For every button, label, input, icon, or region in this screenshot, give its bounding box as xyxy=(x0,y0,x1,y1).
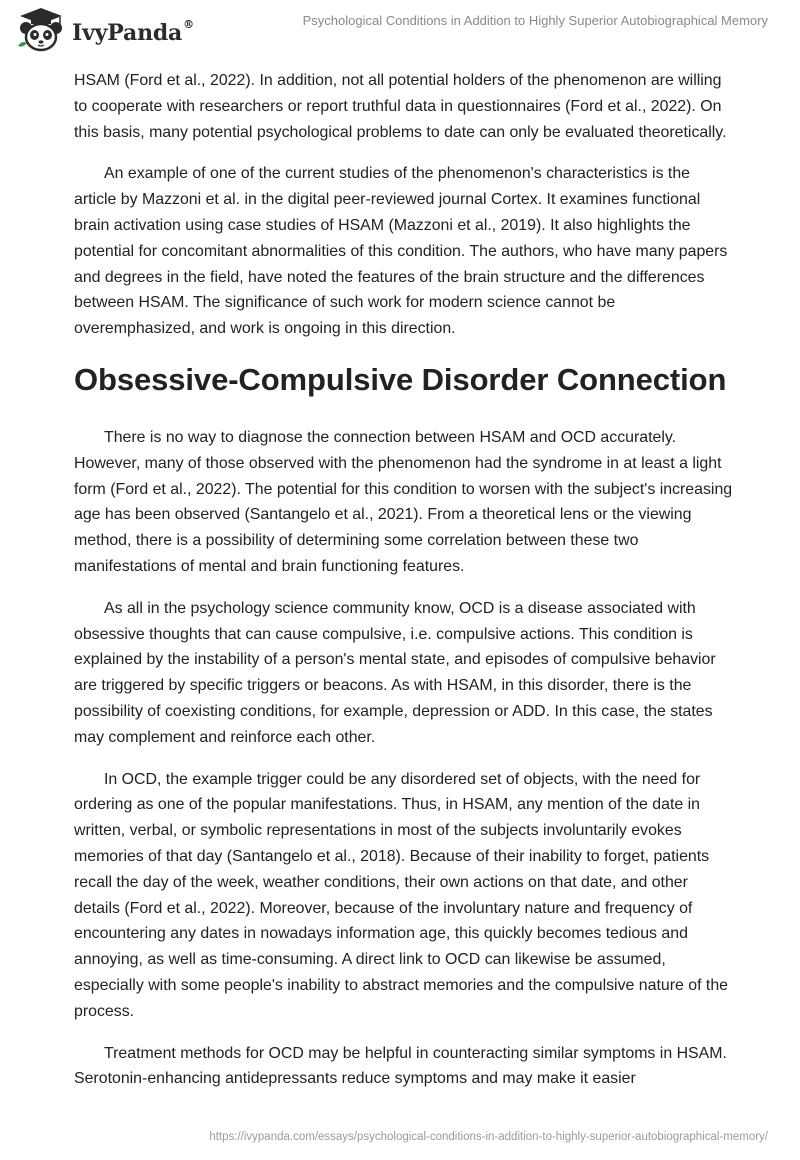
paragraph-6: Treatment methods for OCD may be helpful in counteracting similar symptoms in HSAM. Serotonin-enhancing antidepressants reduce symptoms and may make it easier xyxy=(74,1044,727,1088)
source-url[interactable]: https://ivypanda.com/essays/psychological-conditions-in-addition-to-highly-superior-autobiographical-memory/ xyxy=(209,1131,768,1143)
paragraph-1: HSAM (Ford et al., 2022). In addition, not all potential holders of the phenomenon are willing to cooperate with researchers or report truthful data in questionnaires (Ford et al., 2022). On this basis, many potential psychological problems to date can only be evaluated theoretically. xyxy=(74,72,727,141)
essay-body xyxy=(74,68,734,1108)
brand-logo[interactable] xyxy=(14,6,194,54)
section-heading: Obsessive-Compulsive Disorder Connection xyxy=(74,361,727,397)
panda-graduate-icon xyxy=(14,6,68,54)
page-header xyxy=(0,0,800,64)
brand-name: IvyPanda® xyxy=(72,17,194,46)
document-title: Psychological Conditions in Addition to Highly Superior Autobiographical Memory xyxy=(302,13,768,28)
paragraph-3: There is no way to diagnose the connection between HSAM and OCD accurately. However, many of those observed with the phenomenon had the syndrome in at least a light form (Ford et al., 2022). The potential for this condition to worsen with the subject's increasing age has been observed (Santangelo et al., 2021). From a theoretical lens or the viewing method, there is a possibility of determining some correlation between these two manifestations of mental and brain functioning features. xyxy=(74,428,733,575)
paragraph-2: An example of one of the current studies of the phenomenon's characteristics is the article by Mazzoni et al. in the digital peer-reviewed journal Cortex. It examines functional brain activation using case studies of HSAM (Mazzoni et al., 2019). It also highlights the potential for concomitant abnormalities of this condition. The authors, who have many papers and degrees in the field, have noted the features of the brain structure and the differences between HSAM. The significance of such work for modern science cannot be overemphasized, and work is ongoing in this direction. xyxy=(74,165,728,338)
paragraph-4: As all in the psychology science community know, OCD is a disease associated with obsessive thoughts that can cause compulsive, i.e. compulsive actions. This condition is explained by the instability of a person's mental state, and episodes of compulsive behavior are triggered by specific triggers or beacons. As with HSAM, in this disorder, there is the possibility of coexisting conditions, for example, depression or ADD. In this case, the states may complement and reinforce each other. xyxy=(74,599,716,746)
registered-mark: ® xyxy=(183,17,194,31)
paragraph-5: In OCD, the example trigger could be any disordered set of objects, with the need for ordering as one of the popular manifestations. Thus, in HSAM, any mention of the date in written, verbal, or symbolic representations in most of the subjects involuntarily evokes memories of that day (Santangelo et al., 2018). Because of their inability to forget, patients recall the day of the week, weather conditions, their own actions on that date, and other details (Ford et al., 2022). Moreover, because of the involuntary nature and frequency of encountering any dates in nowadays information age, this quickly becomes tedious and annoying, as well as time-consuming. A direct link to OCD can likewise be assumed, especially with some people's inability to abstract memories and the compulsive nature of the process. xyxy=(74,770,728,1020)
